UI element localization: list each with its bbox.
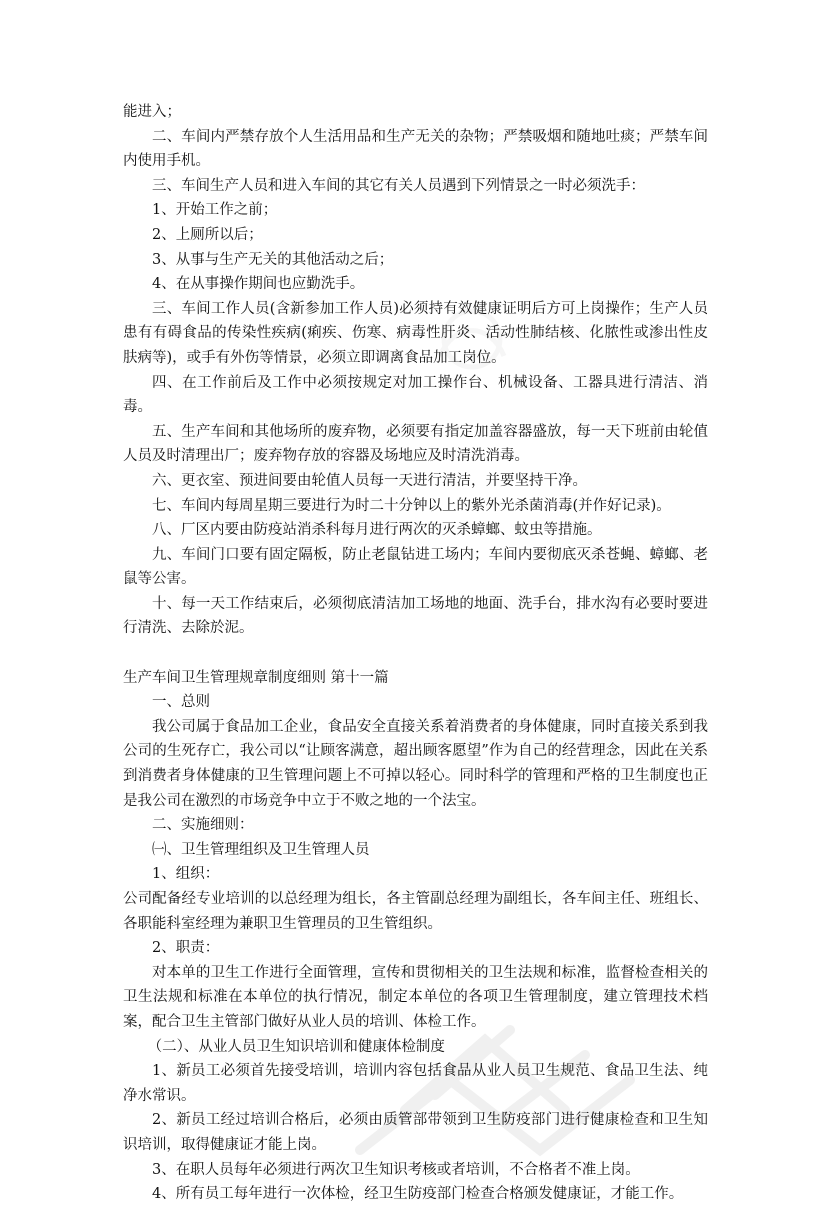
section-paragraph: 我公司属于食品加工企业，食品安全直接关系着消费者的身体健康，同时直接关系到我公司的生死存亡，我公司以“让顾客满意，超出顾客愿望”作为自己的经营理念，因此在关系到消费者身体健康的卫生管理问题上不可掉以轻心。同时科学的管理和严格的卫生制度也正是我公司在激烈的市场竞争中立于不败之地的一个法宝。 — [123, 718, 708, 809]
section-heading: 二、实施细则： — [152, 817, 254, 834]
document-paragraph: 三、车间工作人员(含新参加工作人员)必须持有效健康证明后方可上岗操作；生产人员患有有碍食品的传染性疾病(痢疾、伤寒、病毒性肝炎、活动性肺结核、化脓性或渗出性皮肤病等)，或手有外伤等情景，必须立即调离食品加工岗位。 — [123, 300, 708, 366]
section-paragraph: 3、在职人员每年必须进行两次卫生知识考核或者培训，不合格者不准上岗。 — [152, 1161, 640, 1178]
section-heading: 2、职责： — [152, 940, 220, 957]
section-heading: 一、总则 — [152, 694, 210, 711]
document-paragraph: 能进入； — [123, 104, 181, 120]
section-title: 生产车间卫生管理规章制度细则 第十一篇 — [123, 669, 389, 686]
document-paragraph: 2、上厕所以后； — [152, 226, 263, 243]
document-paragraph: 六、更衣室、预进间要由轮值人员每一天进行清洁，并要坚持干净。 — [152, 472, 587, 489]
document-paragraph: 4、在从事操作期间也应勤洗手。 — [152, 276, 365, 293]
section-heading: ㈠、卫生管理组织及卫生管理人员 — [152, 841, 370, 858]
section-paragraph: 4、所有员工每年进行一次体检，经卫生防疫部门检查合格颁发健康证，才能工作。 — [152, 1186, 684, 1203]
document-paragraph: 四、在工作前后及工作中必须按规定对加工操作台、机械设备、工器具进行清洁、消毒。 — [123, 374, 708, 416]
document-paragraph: 七、车间内每周星期三要进行为时二十分钟以上的紫外光杀菌消毒(并作好记录)。 — [152, 497, 671, 514]
section-paragraph: 1、新员工必须首先接受培训，培训内容包括食品从业人员卫生规范、食品卫生法、纯净水常识。 — [123, 1063, 708, 1104]
document-paragraph: 3、从事与生产无关的其他活动之后； — [152, 251, 394, 268]
section-heading: （二）、从业人员卫生知识培训和健康体检制度 — [147, 1038, 445, 1055]
section-paragraph: 2、新员工经过培训合格后，必须由质管部带领到卫生防疫部门进行健康检查和卫生知识培训，取得健康证才能上岗。 — [123, 1112, 708, 1153]
document-paragraph: 八、厂区内要由防疫站消杀科每月进行两次的灭杀蟑螂、蚊虫等措施。 — [152, 522, 602, 539]
section-heading: 1、组织： — [152, 866, 220, 883]
section-paragraph: 公司配备经专业培训的以总经理为组长，各主管副总经理为副组长，各车间主任、班组长、各职能科室经理为兼职卫生管理员的卫生管组织。 — [123, 891, 708, 932]
document-paragraph: 十、每一天工作结束后，必须彻底清洁加工场地的地面、洗手台，排水沟有必要时要进行清洗、去除於泥。 — [123, 595, 708, 637]
document-paragraph: 五、生产车间和其他场所的废弃物，必须要有指定加盖容器盛放，每一天下班前由轮值人员及时清理出厂；废弃物存放的容器及场地应及时清洗消毒。 — [123, 423, 708, 465]
document-body — [123, 100, 708, 1207]
section-paragraph: 对本单的卫生工作进行全面管理，宣传和贯彻相关的卫生法规和标准，监督检查相关的卫生法规和标准在本单位的执行情况，制定本单位的各项卫生管理制度，建立管理技术档案，配合卫生主管部门做好从业人员的培训、体检工作。 — [123, 964, 708, 1030]
document-paragraph: 1、开始工作之前； — [152, 202, 278, 219]
document-paragraph: 三、车间生产人员和进入车间的其它有关人员遇到下列情景之一时必须洗手： — [152, 177, 645, 194]
document-paragraph: 九、车间门口要有固定隔板，防止老鼠钻进工场内；车间内要彻底灭杀苍蝇、蟑螂、老鼠等公害。 — [123, 546, 708, 588]
document-paragraph: 二、车间内严禁存放个人生活用品和生产无关的杂物；严禁吸烟和随地吐痰；严禁车间内使用手机。 — [123, 128, 708, 170]
